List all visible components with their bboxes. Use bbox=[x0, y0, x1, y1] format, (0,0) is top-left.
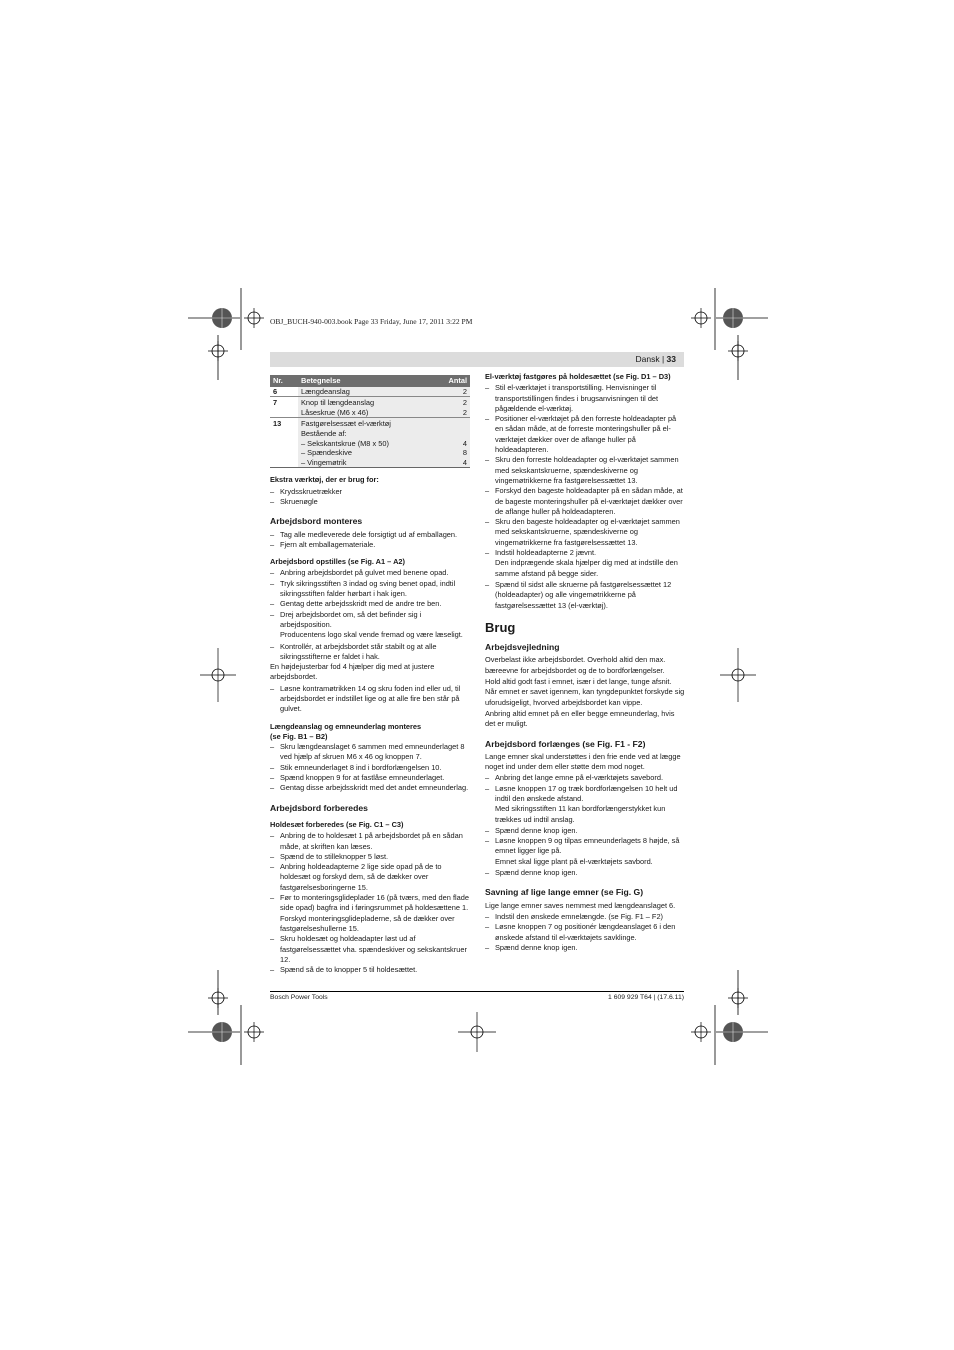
table-row: – Spændeskive 8 bbox=[270, 448, 470, 458]
saw-heading: Savning af lige lange emner (se Fig. G) bbox=[485, 887, 644, 898]
list-item: – Stil el-værktøjet i transportstilling. Henvisninger til transportstillingen findes i brugsanvisningen til det pågældende el-værktøj. bbox=[485, 383, 685, 414]
right-column bbox=[485, 372, 685, 953]
list-item: – Løsne knoppen 17 og træk bordforlængelsen 10 helt ud indtil den ønskede afstand. bbox=[485, 784, 685, 805]
guide-paragraph-1: Overbelast ikke arbejdsbordet. Overhold altid den max. bæreevne for arbejdsbordet og de to bordforlængelser. bbox=[485, 655, 666, 675]
list-item: – Gentag disse arbejdsskridt med det andet emneunderlag. bbox=[270, 783, 470, 793]
list-item: – Anbring arbejdsbordet på gulvet med benene opad. bbox=[270, 568, 470, 578]
list-item: – Stik emneunderlaget 8 ind i bordforlængelsen 10. bbox=[270, 763, 470, 773]
list-item: – Spænd denne knop igen. bbox=[485, 868, 685, 878]
extend-note-1: Med sikringsstiften 11 kan bordforlængerstykket kun trækkes ud indtil anslag. bbox=[495, 804, 666, 824]
extend-list bbox=[485, 773, 685, 804]
stop-list bbox=[270, 742, 470, 793]
list-item: – Anbring holdeadapterne 2 lige side opad på de to holdesæt og forskyd dem, så de dækker over fastgørelsesboringerne 15. bbox=[270, 862, 470, 893]
extend-list-2 bbox=[485, 826, 685, 857]
page-number: 33 bbox=[666, 354, 676, 364]
list-item: – Skru den bageste holdeadapter og el-værktøjet sammen med sekskantskruerne, spændeskiverne og vingemøtrikkerne fra fastgørelsessættet 13. bbox=[485, 517, 685, 548]
setup-list bbox=[270, 568, 470, 630]
fasten-list-2 bbox=[485, 580, 685, 611]
table-row: 6 Længdeanslag 2 bbox=[270, 387, 470, 397]
list-item: – Spænd denne knop igen. bbox=[485, 943, 685, 953]
list-item: – Spænd til sidst alle skruerne på fastgørelsessættet 12 (holdeadapter) og alle vingemøtrikkerne på fastgørelsessættet 13 (el-værktøj). bbox=[485, 580, 685, 611]
list-item: – Tag alle medleverede dele forsigtigt ud af emballagen. bbox=[270, 530, 470, 540]
col-qty: Antal bbox=[436, 375, 470, 387]
stop-heading-line-1: Længdeanslag og emneunderlag monteres bbox=[270, 721, 422, 731]
saw-list bbox=[485, 912, 685, 953]
table-row: – Vingemøtrik 4 bbox=[270, 458, 470, 468]
list-item: – Løsne knoppen 9 og tilpas emneunderlagets 8 højde, så emnet ligger lige på. bbox=[485, 836, 685, 857]
list-item: – Kontrollér, at arbejdsbordet står stabilt og at alle sikringsstifterne er faldet i hak. bbox=[270, 642, 470, 663]
stop-heading bbox=[270, 722, 470, 743]
list-item: – Fjern alt emballagemateriale. bbox=[270, 540, 470, 550]
list-item: – Spænd denne knop igen. bbox=[485, 826, 685, 836]
list-item: – Spænd knoppen 9 for at fastlåse emneunderlaget. bbox=[270, 773, 470, 783]
holder-heading: Holdesæt forberedes (se Fig. C1 – C3) bbox=[270, 819, 404, 829]
left-column bbox=[270, 375, 470, 975]
extend-note-2: Emnet skal ligge plant på el-værktøjets savbord. bbox=[495, 856, 653, 866]
list-item: – Skruenøgle bbox=[270, 497, 470, 507]
fasten-note: Den indprægende skala hjælper dig med at indstille den samme afstand på begge sider. bbox=[495, 558, 678, 578]
stop-heading-line-2: (se Fig. B1 – B2) bbox=[270, 731, 328, 741]
table-row: – Sekskantskrue (M8 x 50) 4 bbox=[270, 439, 470, 449]
extra-tools-list bbox=[270, 487, 470, 508]
list-item: – Spænd så de to knopper 5 til holdesættet. bbox=[270, 965, 470, 975]
list-item: – Før to monteringsglideplader 16 (på tværs, med den flade side opad) bagfra ind i føringsrummet på holdesættene 1. Forskyd monteringsglidepladerne, så de dækker over fastgørelseshullerne 15. bbox=[270, 893, 470, 934]
section-label: Dansk bbox=[635, 354, 660, 364]
list-item: – Skru længdeanslaget 6 sammen med emneunderlaget 8 ved hjælp af skruen M6 x 46 og knoppen 7. bbox=[270, 742, 470, 763]
guide-paragraph-2: Hold altid godt fast i emnet, især i det lange, tunge afsnit. Når emnet er savet igennem, kan tyngdepunktet forskyde sig uforudsigeligt, hvorved arbejdsbordet kan vippe. bbox=[485, 677, 685, 707]
list-item: – Indstil den ønskede emnelængde. (se Fig. F1 – F2) bbox=[485, 912, 685, 922]
setup-heading: Arbejdsbord opstilles (se Fig. A1 – A2) bbox=[270, 557, 405, 567]
list-item: – Løsne knoppen 7 og positionér længdeanslaget 6 i den ønskede afstand til el-værktøjets savklinge. bbox=[485, 922, 685, 943]
footer-brand: Bosch Power Tools bbox=[270, 994, 328, 1001]
setup-list-2 bbox=[270, 642, 470, 663]
use-heading: Brug bbox=[485, 619, 516, 635]
holder-list bbox=[270, 831, 470, 975]
footer-doc-number: 1 609 929 T64 | (17.6.11) bbox=[608, 994, 684, 1001]
guide-heading: Arbejdsvejledning bbox=[485, 642, 560, 653]
setup-note: Producentens logo skal vende fremad og være læseligt. bbox=[280, 630, 463, 640]
page-header-bar bbox=[270, 352, 684, 367]
list-item: – Skru den forreste holdeadapter og el-værktøjet sammen med sekskantskruerne, spændeskiverne og vingemøtrikkerne fra fastgørelsessættet 13. bbox=[485, 455, 685, 486]
saw-paragraph: Lige lange emner saves nemmest med længdeanslaget 6. bbox=[485, 900, 676, 910]
extra-tools-heading: Ekstra værktøj, der er brug for: bbox=[270, 475, 379, 485]
height-list bbox=[270, 684, 470, 715]
footer-rule bbox=[270, 991, 684, 992]
table-row: 13 Fastgørelsessæt el-værktøj bbox=[270, 418, 470, 429]
col-name: Betegnelse bbox=[298, 375, 436, 387]
list-item: – Positioner el-værktøjet på den forreste holdeadapter på en sådan måde, at de forreste monteringshuller på el-værktøjet dækker over de aflange huller på holdeadapteren. bbox=[485, 414, 685, 455]
list-item: – Spænd de to stilleknopper 5 løst. bbox=[270, 852, 470, 862]
print-info-line: OBJ_BUCH-940-003.book Page 33 Friday, June 17, 2011 3:22 PM bbox=[270, 317, 473, 326]
mount-list bbox=[270, 530, 470, 551]
table-row: Bestående af: bbox=[270, 429, 470, 439]
table-row: 7 Knop til længdeanslag 2 bbox=[270, 397, 470, 408]
list-item: – Drej arbejdsbordet om, så det befinder sig i arbejdsposition. bbox=[270, 610, 470, 631]
list-item: – Gentag dette arbejdsskridt med de andre tre ben. bbox=[270, 599, 470, 609]
mount-heading: Arbejdsbord monteres bbox=[270, 516, 363, 527]
extend-heading: Arbejdsbord forlænges (se Fig. F1 - F2) bbox=[485, 738, 646, 749]
col-nr: Nr. bbox=[270, 375, 298, 387]
page-header: Dansk | 33 bbox=[635, 354, 676, 364]
guide-paragraph-3: Anbring altid emnet på en eller begge emneunderlag, hvis det er muligt. bbox=[485, 708, 675, 729]
extend-paragraph: Lange emner skal understøttes i den frie ende ved at lægge noget ind under dem eller støtte dem mod noget. bbox=[485, 751, 681, 772]
list-item: – Forskyd den bageste holdeadapter på en sådan måde, at de bageste monteringshuller på el-værktøjet dækker over de aflange huller på holdeadapteren. bbox=[485, 486, 685, 517]
list-item: – Anbring de to holdesæt 1 på arbejdsbordet på en sådan måde, at skriften kan læses. bbox=[270, 831, 470, 852]
parts-table bbox=[270, 375, 470, 468]
fasten-heading: El-værktøj fastgøres på holdesættet (se Fig. D1 – D3) bbox=[485, 372, 671, 381]
list-item: – Krydsskruetrækker bbox=[270, 487, 470, 497]
height-text: En højdejusterbar fod 4 hjælper dig med at justere arbejdsbordet. bbox=[270, 662, 435, 682]
extend-list-3 bbox=[485, 868, 685, 878]
fasten-list bbox=[485, 383, 685, 558]
list-item: – Løsne kontramøtrikken 14 og skru foden ind eller ud, til arbejdsbordet er indstillet lige og at alle fire ben står på gulvet. bbox=[270, 684, 470, 715]
table-row: Låseskrue (M6 x 46) 2 bbox=[270, 408, 470, 418]
list-item: – Skru holdesæt og holdeadapter løst ud af fastgørelsessættet vha. spændeskiver og sekskantskruer 12. bbox=[270, 934, 470, 965]
list-item: – Tryk sikringsstiften 3 indad og sving benet opad, indtil sikringsstiften falder hørbart i hak igen. bbox=[270, 579, 470, 600]
prep-heading: Arbejdsbord forberedes bbox=[270, 802, 368, 813]
list-item: – Anbring det lange emne på el-værktøjets savebord. bbox=[485, 773, 685, 783]
list-item: – Indstil holdeadapterne 2 jævnt. bbox=[485, 548, 685, 558]
